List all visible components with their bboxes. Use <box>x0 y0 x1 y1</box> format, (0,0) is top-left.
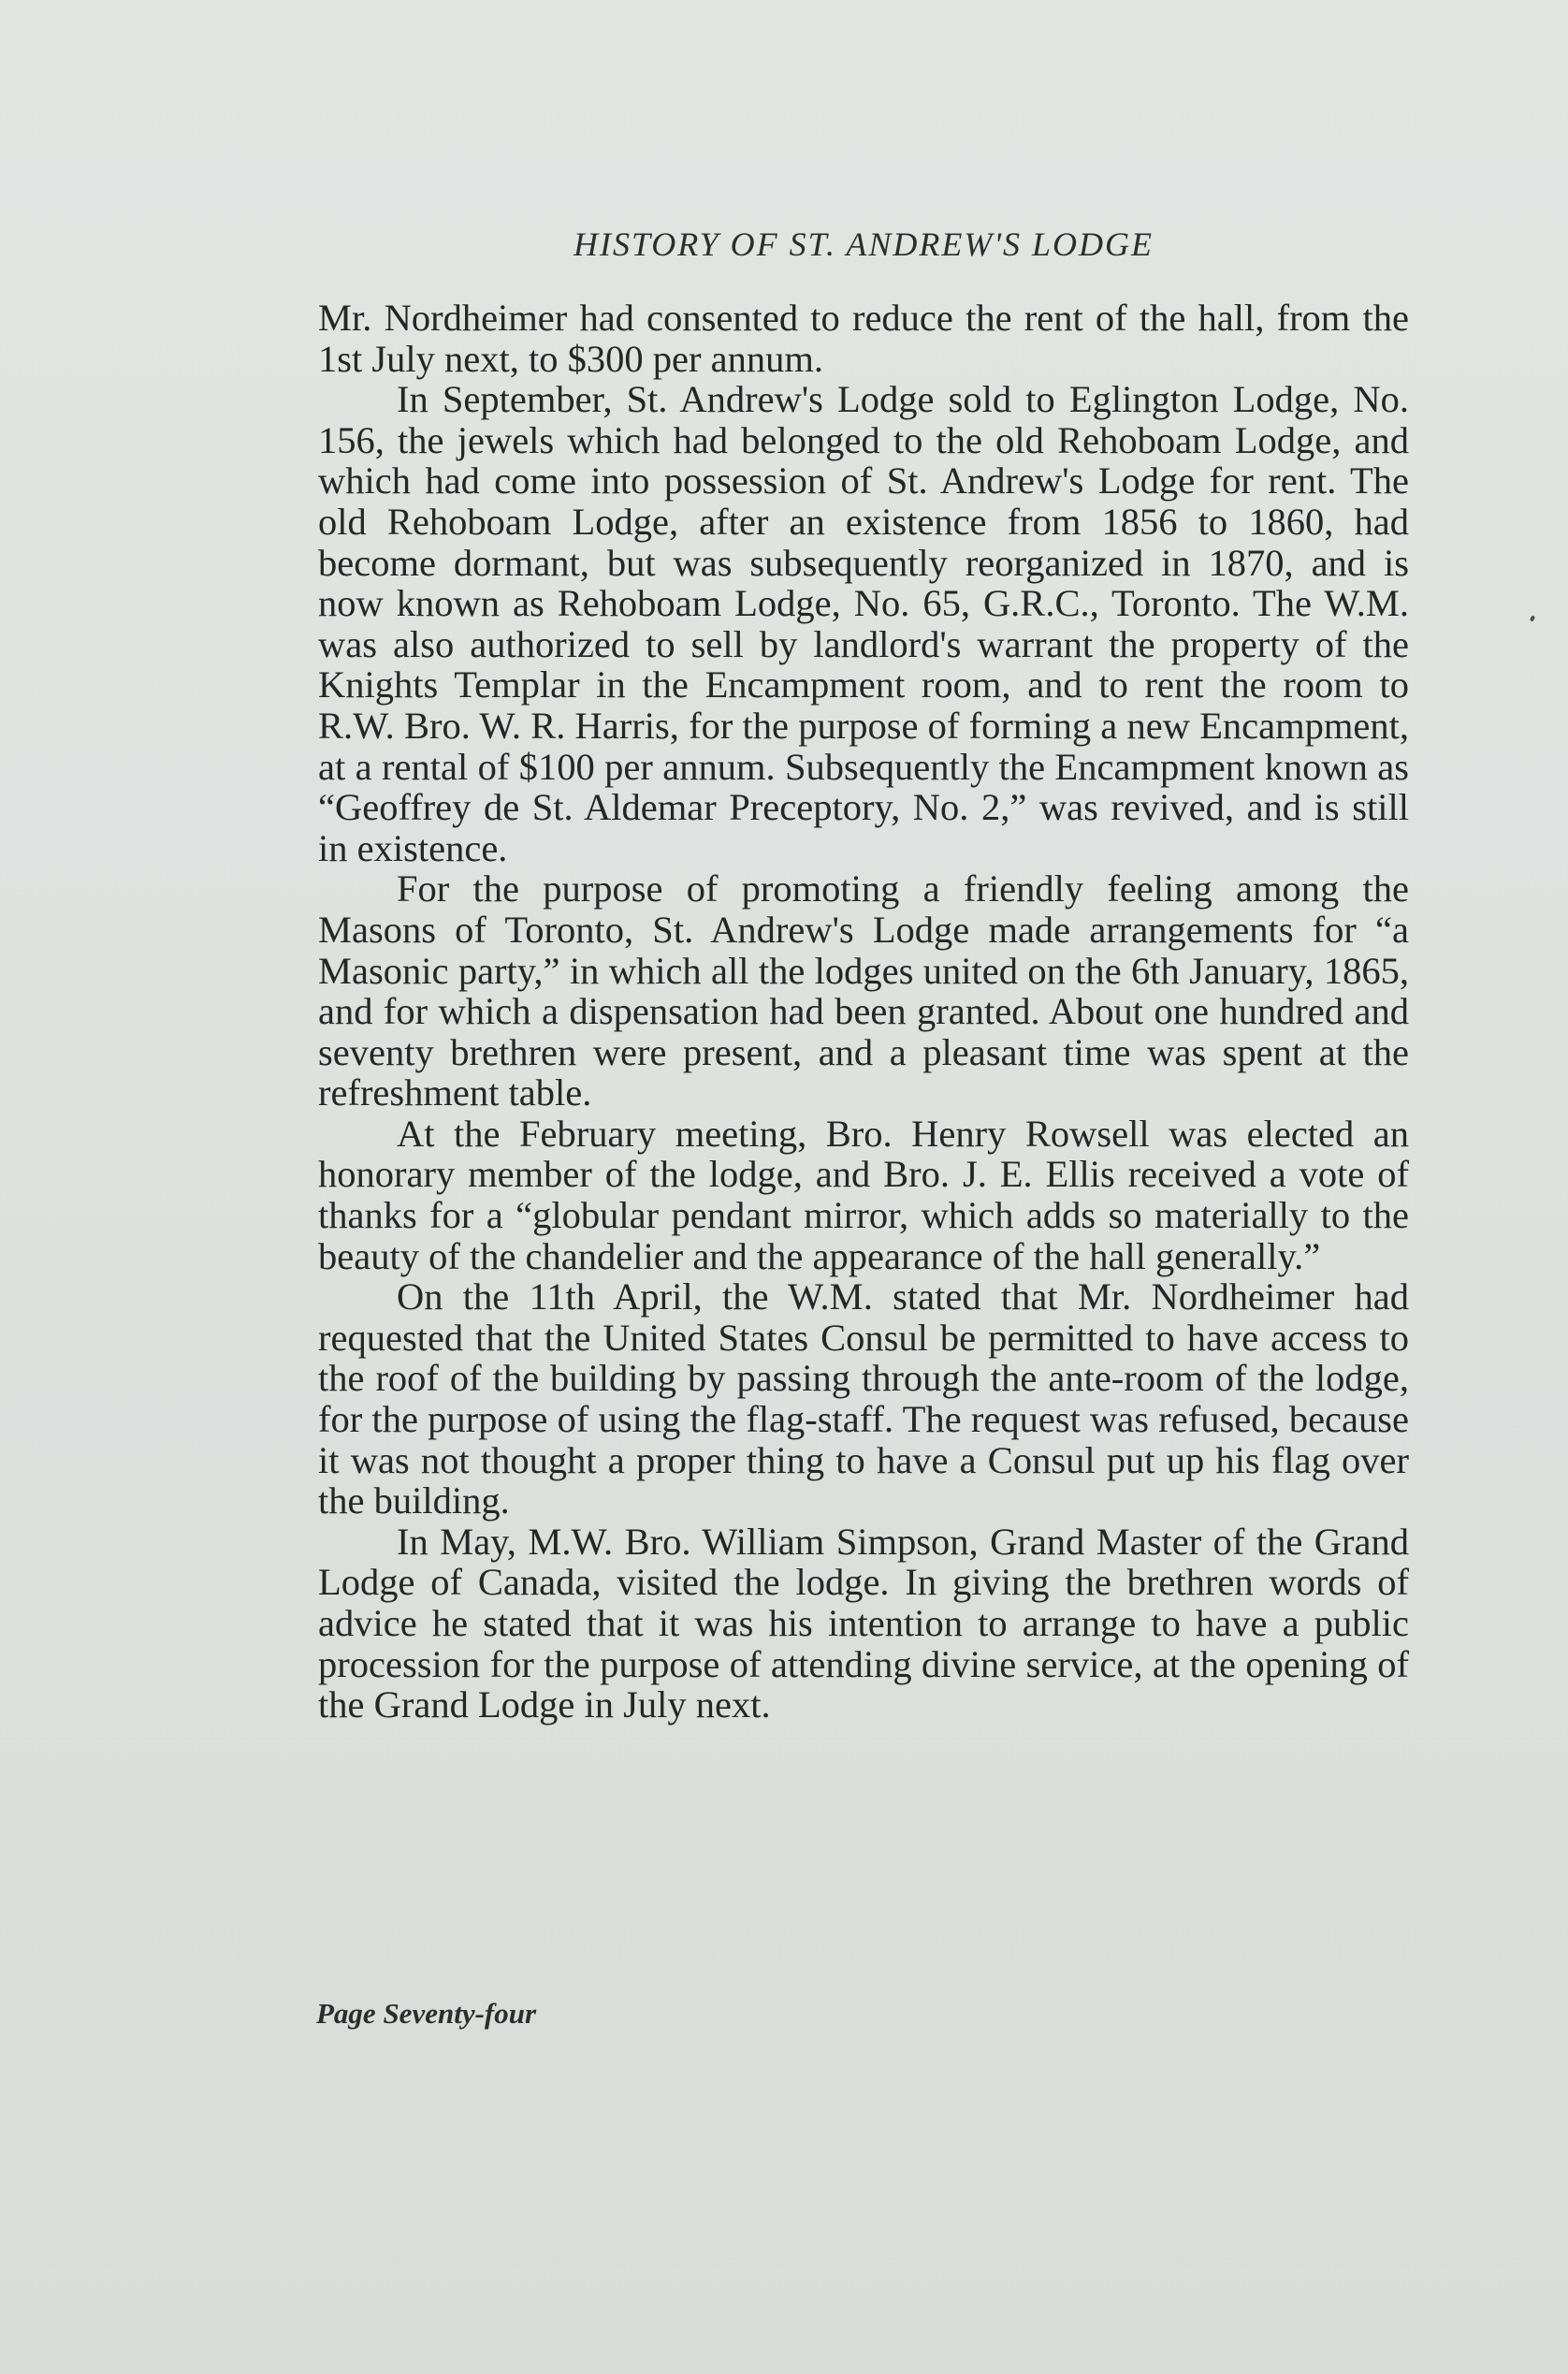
paragraph-may-grand-master: In May, M.W. Bro. William Simpson, Grand Master of the Grand Lodge of Canada, visited the lodge. In giving the brethren words of advice he stated that it was his intention to arrange to have a public procession for the purpose of attending divine service, at the opening of the Grand Lodge in July next. <box>318 1520 1409 1726</box>
running-header: HISTORY OF ST. ANDREW'S LODGE <box>573 226 1154 263</box>
page-number: Page Seventy-four <box>316 1997 537 2030</box>
ink-speck <box>1530 615 1535 621</box>
paragraph-masonic-party: For the purpose of promoting a friendly feeling among the Masons of Toronto, St. Andrew's Lodge made arrangements for “a Masonic party,” in which all the lodges united on the 6th January, 1865, and for which a dispensation had been granted. About one hundred and seventy brethren were present, and a pleasant time was spent at the refreshment table. <box>318 867 1409 1114</box>
paragraph-february-meeting: At the February meeting, Bro. Henry Rowsell was elected an honorary member of the lodge, and Bro. J. E. Ellis received a vote of thanks for a “globular pendant mirror, which adds so materially to the beauty of the chandelier and the appearance of the hall generally.” <box>318 1112 1409 1277</box>
body-text <box>318 298 1409 1726</box>
paragraph-september-jewels: In September, St. Andrew's Lodge sold to Eglington Lodge, No. 156, the jewels which had belonged to the old Rehoboam Lodge, and which had come into possession of St. Andrew's Lodge for rent. The old Rehoboam Lodge, after an existence from 1856 to 1860, had become dormant, but was subsequently reorganized in 1870, and is now known as Rehoboam Lodge, No. 65, G.R.C., Toronto. The W.M. was also authorized to sell by landlord's warrant the property of the Knights Templar in the Encampment room, and to rent the room to R.W. Bro. W. R. Harris, for the purpose of forming a new Encampment, at a rental of $100 per annum. Subsequently the Encampment known as “Geoffrey de St. Aldemar Preceptory, No. 2,” was revived, and is still in existence. <box>318 378 1409 869</box>
paragraph-continuation: Mr. Nordheimer had consented to reduce the rent of the hall, from the 1st July next, to $300 per annum. <box>318 297 1409 380</box>
paragraph-april-consul: On the 11th April, the W.M. stated that Mr. Nordheimer had requested that the United States Consul be permitted to have access to the roof of the building by passing through the ante-room of the lodge, for the purpose of using the flag-staff. The request was refused, because it was not thought a proper thing to have a Consul put up his flag over the building. <box>318 1275 1409 1522</box>
